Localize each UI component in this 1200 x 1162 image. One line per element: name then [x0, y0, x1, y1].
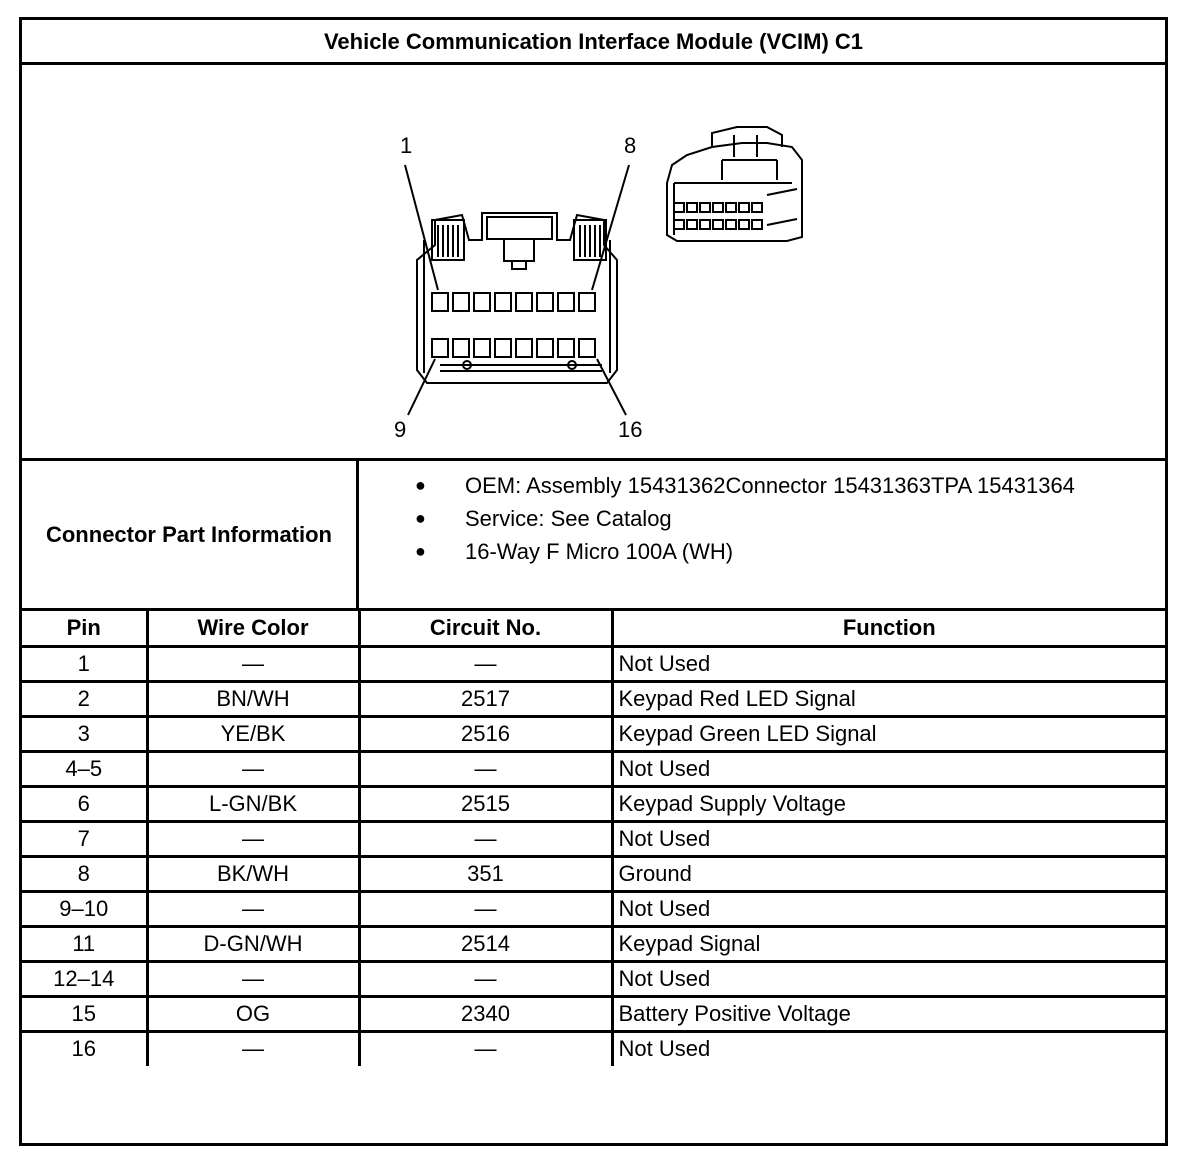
cell-pin: 4–5 [22, 751, 147, 786]
cell-wire-color: — [147, 646, 359, 681]
cell-pin: 2 [22, 681, 147, 716]
cell-circuit: 351 [359, 856, 612, 891]
page-title: Vehicle Communication Interface Module (VCIM) C1 [22, 20, 1165, 65]
pin-label-8: 8 [624, 133, 637, 158]
bullet-icon: ● [415, 508, 426, 528]
cell-pin: 1 [22, 646, 147, 681]
cell-function: Keypad Supply Voltage [612, 786, 1165, 821]
cell-circuit: 2340 [359, 996, 612, 1031]
cell-pin: 9–10 [22, 891, 147, 926]
cell-circuit: — [359, 961, 612, 996]
header-circuit: Circuit No. [359, 611, 612, 646]
cell-pin: 7 [22, 821, 147, 856]
cell-circuit: — [359, 891, 612, 926]
cell-pin: 16 [22, 1031, 147, 1066]
pin-label-16: 16 [618, 417, 643, 442]
cell-function: Keypad Red LED Signal [612, 681, 1165, 716]
cell-function: Not Used [612, 751, 1165, 786]
cell-wire-color: D-GN/WH [147, 926, 359, 961]
cell-function: Not Used [612, 1031, 1165, 1066]
part-info-list [359, 461, 1165, 616]
cell-circuit: — [359, 1031, 612, 1066]
cell-function: Not Used [612, 821, 1165, 856]
cell-circuit: — [359, 646, 612, 681]
table-row [22, 1031, 1165, 1066]
table-row [22, 856, 1165, 891]
cell-wire-color: L-GN/BK [147, 786, 359, 821]
table-row [22, 646, 1165, 681]
table-row [22, 891, 1165, 926]
cell-function: Keypad Signal [612, 926, 1165, 961]
table-row [22, 716, 1165, 751]
connector-part-info [22, 461, 1165, 611]
table-row [22, 926, 1165, 961]
cell-wire-color: — [147, 961, 359, 996]
table-row [22, 996, 1165, 1031]
header-pin: Pin [22, 611, 147, 646]
cell-wire-color: BK/WH [147, 856, 359, 891]
table-row [22, 786, 1165, 821]
cell-pin: 6 [22, 786, 147, 821]
pinout-table [22, 611, 1165, 1066]
header-function: Function [612, 611, 1165, 646]
cell-pin: 12–14 [22, 961, 147, 996]
cell-wire-color: YE/BK [147, 716, 359, 751]
cell-function: Not Used [612, 891, 1165, 926]
table-row [22, 681, 1165, 716]
cell-circuit: 2515 [359, 786, 612, 821]
cell-function: Battery Positive Voltage [612, 996, 1165, 1031]
cell-function: Keypad Green LED Signal [612, 716, 1165, 751]
pin-label-1: 1 [400, 133, 413, 158]
cell-pin: 11 [22, 926, 147, 961]
cell-pin: 8 [22, 856, 147, 891]
cell-wire-color: — [147, 751, 359, 786]
table-row [22, 751, 1165, 786]
cell-circuit: — [359, 751, 612, 786]
connector-diagram [22, 65, 1165, 458]
connector-sheet [19, 17, 1168, 1146]
bullet-icon: ● [415, 541, 426, 561]
cell-wire-color: — [147, 821, 359, 856]
cell-circuit: 2517 [359, 681, 612, 716]
cell-circuit: 2514 [359, 926, 612, 961]
pin-label-9: 9 [394, 417, 407, 442]
part-info-item: ● 16-Way F Micro 100A (WH) [359, 535, 1165, 568]
cell-wire-color: BN/WH [147, 681, 359, 716]
bullet-icon: ● [415, 475, 426, 495]
table-header-row [22, 611, 1165, 646]
part-info-label: Connector Part Information [22, 461, 359, 608]
cell-wire-color: — [147, 891, 359, 926]
connector-diagram-area [22, 65, 1165, 461]
connector-latch [487, 217, 552, 239]
part-info-item: ● Service: See Catalog [359, 502, 1165, 535]
table-row [22, 961, 1165, 996]
cell-pin: 3 [22, 716, 147, 751]
cell-function: Not Used [612, 961, 1165, 996]
cell-circuit: — [359, 821, 612, 856]
cell-function: Not Used [612, 646, 1165, 681]
header-wire-color: Wire Color [147, 611, 359, 646]
cell-function: Ground [612, 856, 1165, 891]
cell-pin: 15 [22, 996, 147, 1031]
cell-wire-color: OG [147, 996, 359, 1031]
cell-wire-color: — [147, 1031, 359, 1066]
part-info-item: ● OEM: Assembly 15431362Connector 15431363TPA 15431364 [359, 469, 1165, 502]
cell-circuit: 2516 [359, 716, 612, 751]
connector-isometric-view [667, 127, 802, 241]
table-row [22, 821, 1165, 856]
